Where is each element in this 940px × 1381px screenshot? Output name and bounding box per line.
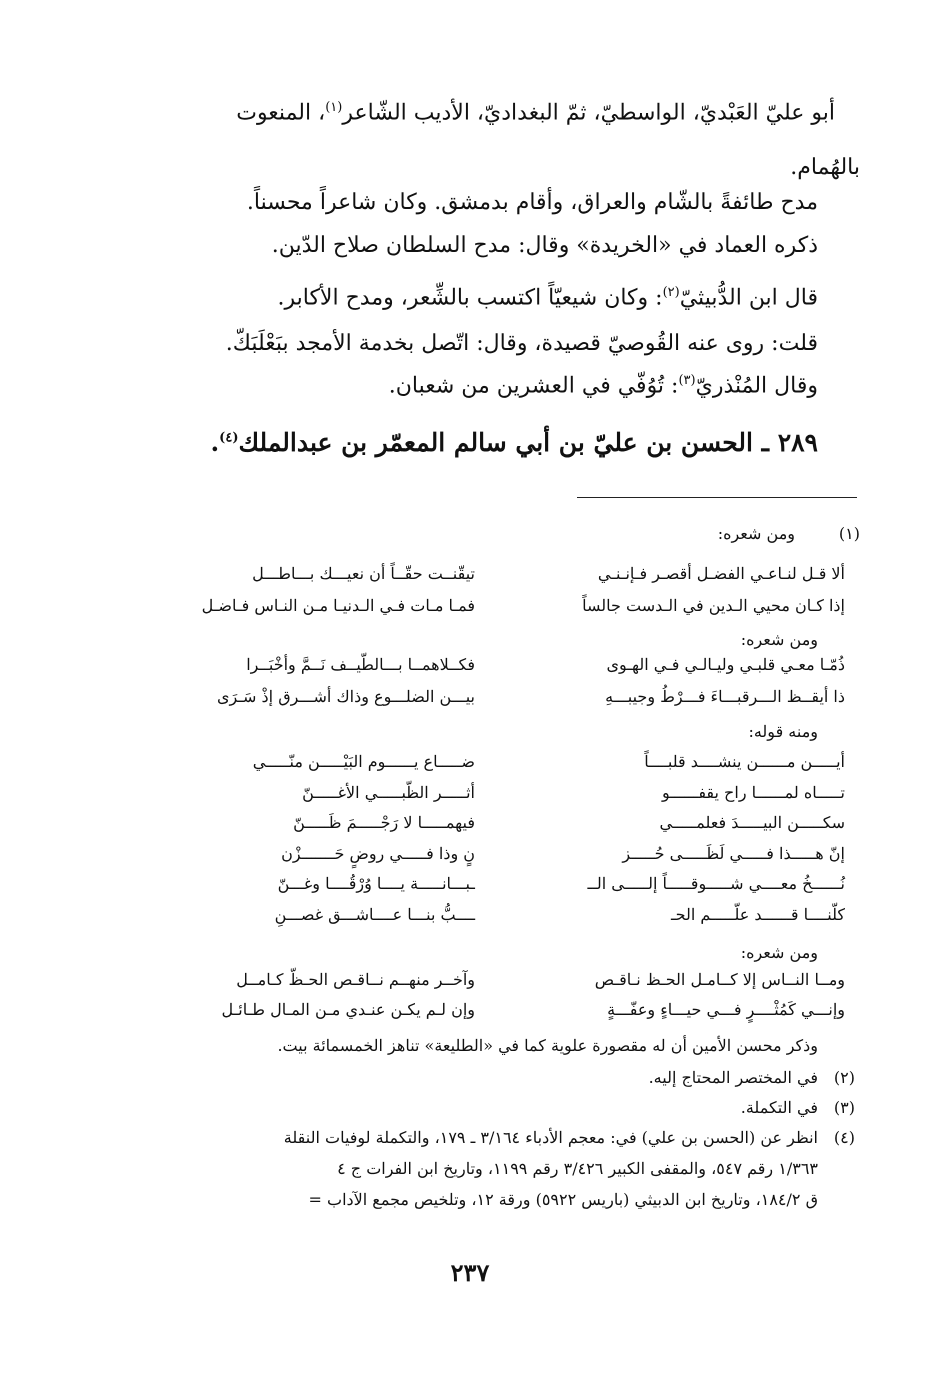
body-line-6: قلت: روى عنه القُوصيّ قصيدة، وقال: اتّصل بخدمة الأمجد ببَعْلَبَكّ. [225,331,818,356]
body-line-3: مدح طائفةً بالشّام والعراق، وأقام بدمشق. وكان شاعراً محسناً. [246,190,818,215]
footnote-intro: ومن شعره: [740,943,818,962]
poem-hemistich-first: إذا كـان محيي الـدين في الـدست جالساً [582,596,845,615]
footnote-number: (١) [838,524,860,543]
footnote-text: وذكر محسن الأمين أن له مقصورة علوية كما في «الطليعة» تناهز الخمسمائة بيت. [277,1036,818,1055]
footnote-number: (٢) [833,1068,855,1087]
poem-hemistich-first: كلّنــــا قــــــد علّـــــم الحـ [670,904,845,924]
footnote-ref: (٣) [678,373,696,388]
footnote-intro: ومنه قوله: [748,722,818,741]
poem-hemistich-second: وإن لـم يكـن عنـدي مـن المـال طـائـل [221,1000,475,1019]
footnote-intro: ومن شعره: [740,630,818,649]
body-text: : وكان شيعيّاً اكتسب بالشِّعر، ومدح الأكابر. [277,285,663,311]
poem-hemistich-second: نٍ وذا فـــــي روضٍ حَـــــــزْن [281,843,475,863]
footnote-text: في التكملة. [740,1098,818,1117]
poem-hemistich-second: فمـا مـات فـي الـدنيـا مـن النـاس فـاضـل [201,596,475,615]
body-text: ، المنعوت [236,100,326,126]
footnote-ref: (٢) [662,285,680,300]
body-line-5 [278,285,819,310]
poem-hemistich-second: وآخــر منهــم نــاقـص الحـظّ كـامــل [236,970,475,989]
footnote-text: ١/٣٦٣ رقم ٥٤٧، والمقفى الكبير ٣/٤٢٦ رقم ١١٩٩، وتاريخ ابن الفرات ج ٤ [337,1159,818,1178]
footnote-intro: ومن شعره: [717,524,795,543]
body-text: أبو عليّ العَبْديّ، الواسطيّ، ثمّ البغداديّ، الأديب الشّاعر [342,100,835,126]
poem-hemistich-first: تـــــاه لمــــــا راح يقفــــــو [661,782,845,802]
heading-text: ٢٨٩ ـ الحسن بن عليّ بن أبي سالم المعمّر بن عبدالملك [238,428,818,457]
heading-text: . [210,428,220,457]
poem-hemistich-second: تيقّنــت حقّــاً أن نعيـــك بـــاطـــل [252,564,475,583]
body-text: وقال المُنْذريّ [695,373,818,399]
footnote-text: انظر عن (الحسن بن علي) في: معجم الأدباء ٣/١٦٤ ـ ١٧٩، والتكملة لوفيات النقلة [283,1128,818,1147]
footnote-ref: (١) [325,100,343,115]
poem-hemistich-second: فكــلاهمــا بـــالطّيــف نَــمَّ وأخْبَــرا [246,655,475,674]
footnote-divider [577,497,857,498]
body-text: : تُوُفّي في العشرين من شعبان. [388,373,679,399]
body-line-1 [145,100,835,125]
poem-hemistich-first: ألا قـل لنـاعـي الفضـل أقصـر فـإنـنـي [597,564,845,583]
poem-hemistich-first: أيـــــن مــــــن ينشــــد قلبــــاً [644,752,845,771]
poem-hemistich-first: سكـــــن البيـــــدَ فعلمـــــي [659,813,845,832]
poem-hemistich-first: إنّ هـــــذا فـــــي لَظَـــــى حُـــــز [622,843,845,863]
poem-hemistich-first: ذا أيقــظ الـــرقبـــاءَ فـــرْطُ وجيبـــهِ [605,687,845,706]
poem-hemistich-second: ــــبُّ بنـــا عــــاشـــق غصـــنِ [274,904,475,924]
poem-hemistich-first: نُــــــخُ معــــي شـــــوقـــــاً إلـــــى الــ [587,874,845,893]
poem-hemistich-first: ذُمّـا معـي قلبـي وليـالـي فـي الهـوى [606,655,845,674]
footnote-text: في المختصر المحتاج إليه. [648,1068,818,1087]
poem-hemistich-second: بيـــن الضلـــوع وذاك أشـــرق إذْ سَـرَى [217,687,475,706]
body-line-2: بالهُمام. [790,155,860,180]
page-number: ٢٣٧ [450,1258,490,1287]
poem-hemistich-second: فيهمـــــا لا رَجْـــــمَ ظَـــــنّ [293,813,475,832]
poem-hemistich-first: وإنـــي كَمُثْــــرٍ فـــي حيـــاءٍ وعفّـــةٍ [607,1000,845,1019]
footnote-text: ق ١٨٤/٢، وتاريخ ابن الدبيثي (باريس ٥٩٢٢) ورقة ١٢، وتلخيص مجمع الآداب = [308,1190,818,1209]
footnote-number: (٣) [833,1098,855,1117]
body-line-7 [389,373,818,398]
body-text: قال ابن الدُّبيثيّ [679,285,818,311]
poem-hemistich-second: أثـــــر الظّبـــــي الأغـــــنّ [302,782,475,802]
poem-hemistich-second: ـبـــانـــــة يــــا وُرْقُــــا وغـــنّ [277,874,475,893]
footnote-ref: (٤) [219,430,239,446]
poem-hemistich-second: ضـــــاع يــــــوم البَيْـــــن منّـــــي [252,752,475,771]
poem-hemistich-first: ومــا النــاس إلا كــامـل الحـظ نـاقـص [594,970,845,989]
footnote-number: (٤) [833,1128,855,1147]
body-line-4: ذكره العماد في «الخريدة» وقال: مدح السلطان صلاح الدّين. [271,233,818,258]
entry-heading [210,428,818,457]
